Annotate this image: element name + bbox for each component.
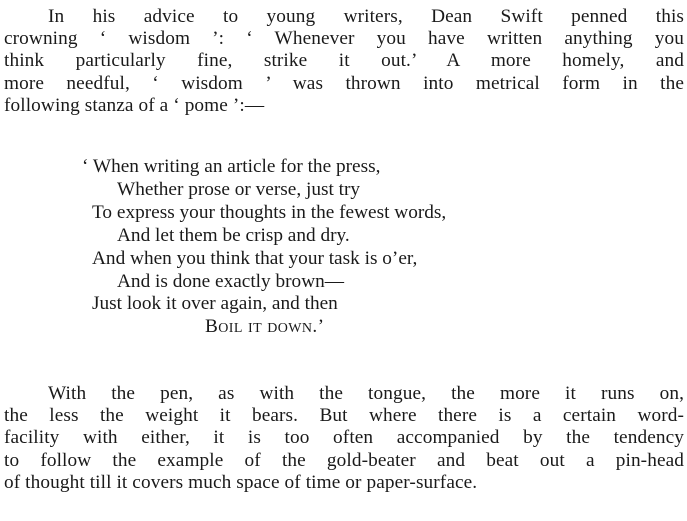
verse-line: And is done exactly brown—: [117, 270, 345, 292]
text-line: more needful, ‘ wisdom ’ was thrown into metrical form in the: [4, 72, 684, 94]
verse-line: And let them be crisp and dry.: [117, 224, 350, 246]
text-line: the less the weight it bears. But where there is a certain word-: [4, 405, 684, 427]
verse-line: To express your thoughts in the fewest words,: [92, 201, 447, 223]
text-line: think particularly fine, strike it out.’ A more homely, and: [4, 50, 684, 72]
text-line: of thought till it covers much space of time or paper-surface.: [4, 471, 478, 493]
verse-line: ‘ When writing an article for the press,: [82, 156, 381, 177]
verse-refrain: Boil it down.’: [205, 316, 325, 338]
verse-line: And when you think that your task is o’er,: [92, 247, 418, 269]
opening-paragraph: [4, 6, 684, 117]
text-line: following stanza of a ‘ pome ’:—: [4, 94, 265, 116]
text-line: With the pen, as with the tongue, the more it runs on,: [48, 383, 684, 404]
closing-paragraph: [4, 383, 684, 494]
text-line: to follow the example of the gold-beater and beat out a pin-head: [4, 449, 684, 471]
poem-stanza: [0, 156, 687, 339]
text-line: crowning ‘ wisdom ’: ‘ Whenever you have written anything you: [4, 28, 684, 50]
verse-line: Whether prose or verse, just try: [117, 178, 361, 200]
text-line: facility with either, it is too often accompanied by the tendency: [4, 427, 684, 449]
verse-line: Just look it over again, and then: [92, 293, 338, 315]
text-line: In his advice to young writers, Dean Swift penned this: [48, 6, 684, 27]
